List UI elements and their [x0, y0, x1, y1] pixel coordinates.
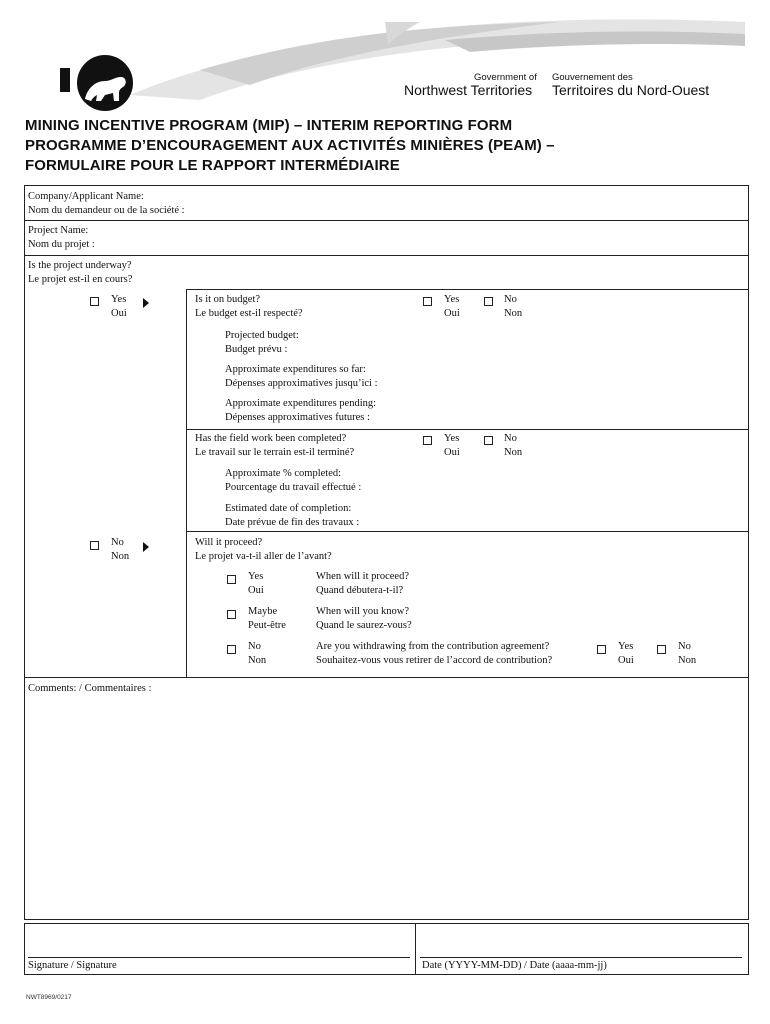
- expenditures-pending-label-en: Approximate expenditures pending:: [225, 398, 377, 409]
- fieldwork-no-label: No: [504, 433, 517, 444]
- budget-no-label: No: [504, 294, 517, 305]
- proceed-no-checkbox[interactable]: [227, 645, 236, 654]
- when-proceed-label-en: When will it proceed?: [316, 571, 410, 582]
- underway-no-label: No: [111, 537, 124, 548]
- fieldwork-no-checkbox[interactable]: [484, 436, 493, 445]
- proceed-maybe-checkbox[interactable]: [227, 610, 236, 619]
- proceed-maybe-label: Maybe: [248, 606, 278, 617]
- arrow-right-icon: [143, 298, 149, 308]
- form-number: NWT8969/0217: [26, 994, 72, 1001]
- projected-budget-label-en: Projected budget:: [225, 330, 299, 341]
- form-title-line1: MINING INCENTIVE PROGRAM (MIP) – INTERIM REPORTING FORM: [25, 117, 513, 134]
- form-title-line3: FORMULAIRE POUR LE RAPPORT INTERMÉDIAIRE: [25, 157, 400, 174]
- gnwt-logo: [77, 55, 133, 111]
- date-label: Date (YYYY-MM-DD) / Date (aaaa-mm-jj): [422, 960, 607, 971]
- underway-non-label: Non: [111, 551, 130, 562]
- proceed-question-en: Will it proceed?: [195, 537, 263, 548]
- withdraw-non-label: Non: [678, 655, 697, 666]
- proceed-question-fr: Le projet va-t-il aller de l’avant?: [195, 551, 332, 562]
- fieldwork-non-label: Non: [504, 447, 523, 458]
- date-field[interactable]: [420, 926, 742, 956]
- pct-completed-label-fr: Pourcentage du travail effectué :: [225, 482, 362, 493]
- budget-question-fr: Le budget est-il respecté?: [195, 308, 303, 319]
- fieldwork-question-fr: Le travail sur le terrain est-il terminé?: [195, 447, 355, 458]
- projected-budget-label-fr: Budget prévu :: [225, 344, 288, 355]
- arrow-right-icon: [143, 542, 149, 552]
- gov-en-line1: Government of: [474, 72, 537, 83]
- withdraw-question-en: Are you withdrawing from the contribution agreement?: [316, 641, 550, 652]
- proceed-no-label: No: [248, 641, 261, 652]
- underway-question-fr: Le projet est-il en cours?: [28, 274, 133, 285]
- underway-no-checkbox[interactable]: [90, 541, 99, 550]
- fieldwork-yes-label: Yes: [444, 433, 460, 444]
- budget-no-checkbox[interactable]: [484, 297, 493, 306]
- withdraw-question-fr: Souhaitez-vous vous retirer de l’accord de contribution?: [316, 655, 553, 666]
- withdraw-yes-label: Yes: [618, 641, 634, 652]
- completion-date-label-en: Estimated date of completion:: [225, 503, 352, 514]
- underway-yes-label: Yes: [111, 294, 127, 305]
- withdraw-no-label: No: [678, 641, 691, 652]
- withdraw-oui-label: Oui: [618, 655, 634, 666]
- underway-oui-label: Oui: [111, 308, 127, 319]
- proceed-yes-checkbox[interactable]: [227, 575, 236, 584]
- expenditures-pending-label-fr: Dépenses approximatives futures :: [225, 412, 370, 423]
- fieldwork-question-en: Has the field work been completed?: [195, 433, 347, 444]
- proceed-oui-label: Oui: [248, 585, 264, 596]
- underway-question-en: Is the project underway?: [28, 260, 132, 271]
- fieldwork-oui-label: Oui: [444, 447, 460, 458]
- signature-label: Signature / Signature: [28, 960, 117, 971]
- when-know-label-fr: Quand le saurez-vous?: [316, 620, 412, 631]
- project-name-label-fr: Nom du projet :: [28, 239, 95, 250]
- polar-bear-icon: [77, 55, 133, 111]
- project-name-label-en: Project Name:: [28, 225, 89, 236]
- completion-date-label-fr: Date prévue de fin des travaux :: [225, 517, 360, 528]
- gov-fr-line2: Territoires du Nord-Ouest: [552, 82, 710, 98]
- form-title-line2: PROGRAMME D’ENCOURAGEMENT AUX ACTIVITÉS MINIÈRES (PEAM) –: [25, 137, 555, 154]
- proceed-yes-label: Yes: [248, 571, 264, 582]
- company-name-field[interactable]: [230, 188, 740, 218]
- withdraw-no-checkbox[interactable]: [657, 645, 666, 654]
- proceed-peut-etre-label: Peut-être: [248, 620, 286, 631]
- when-know-label-en: When will you know?: [316, 606, 410, 617]
- project-name-field[interactable]: [120, 222, 740, 252]
- fieldwork-yes-checkbox[interactable]: [423, 436, 432, 445]
- expenditures-sofar-label-en: Approximate expenditures so far:: [225, 364, 366, 375]
- budget-oui-label: Oui: [444, 308, 460, 319]
- budget-yes-checkbox[interactable]: [423, 297, 432, 306]
- comments-label: Comments: / Commentaires :: [28, 683, 152, 694]
- expenditures-sofar-label-fr: Dépenses approximatives jusqu’ici :: [225, 378, 378, 389]
- budget-yes-label: Yes: [444, 294, 460, 305]
- company-name-label-fr: Nom du demandeur ou de la société :: [28, 205, 185, 216]
- underway-yes-checkbox[interactable]: [90, 297, 99, 306]
- signature-field[interactable]: [28, 926, 410, 956]
- gov-fr-line1: Gouvernement des: [552, 72, 633, 83]
- withdraw-yes-checkbox[interactable]: [597, 645, 606, 654]
- company-name-label-en: Company/Applicant Name:: [28, 191, 144, 202]
- budget-non-label: Non: [504, 308, 523, 319]
- pct-completed-label-en: Approximate % completed:: [225, 468, 342, 479]
- comments-field[interactable]: [26, 697, 747, 917]
- budget-question-en: Is it on budget?: [195, 294, 261, 305]
- gov-en-line2: Northwest Territories: [404, 82, 533, 98]
- proceed-non-label: Non: [248, 655, 267, 666]
- when-proceed-label-fr: Quand débutera-t-il?: [316, 585, 404, 596]
